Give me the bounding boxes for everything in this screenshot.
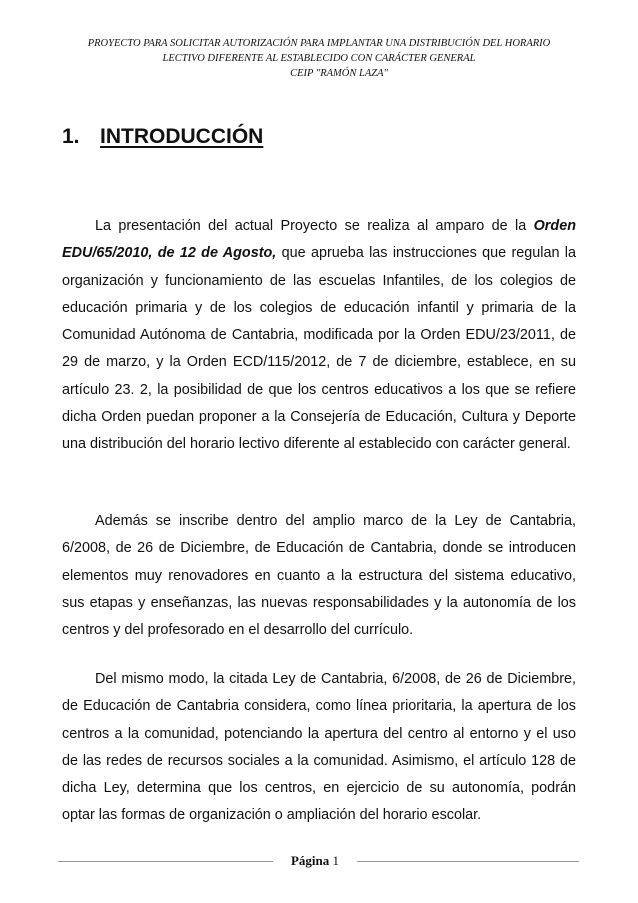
paragraph-3-text: Del mismo modo, la citada Ley de Cantabria, 6/2008, de 26 de Diciembre, de Educación de Cantabria considera, como línea prioritaria, la apertura de los centros a la comunidad, potenciando la apertura del centro al entorno y el uso de las redes de recursos sociales a la comunidad. Asimismo, el artículo 128 de dicha Ley, determina que los centros, en ejercicio de su autonomía, podrán optar las formas de organización o ampliación del horario escolar. <box>62 671 576 824</box>
section-title: INTRODUCCIÓN <box>100 125 264 148</box>
footer-page-number: 1 <box>332 853 340 868</box>
page-header <box>40 36 598 81</box>
footer-rule-left <box>58 861 273 862</box>
paragraph-3 <box>62 666 576 830</box>
paragraph-1 <box>62 213 576 459</box>
header-line-2: LECTIVO DIFERENTE AL ESTABLECIDO CON CARÁCTER GENERAL <box>162 53 476 64</box>
footer-page-label: Página <box>290 853 330 868</box>
header-line-3: CEIP "RAMÓN LAZA" <box>290 68 388 79</box>
paragraph-2-text: Además se inscribe dentro del amplio marco de la Ley de Cantabria, 6/2008, de 26 de Diciembre, de Educación de Cantabria, donde se introducen elementos muy renovadores en cuanto a la estructura del sistema educativo, sus etapas y enseñanzas, las nuevas responsabilidades y la autonomía de los centros y del profesorado en el desarrollo del currículo. <box>62 513 576 639</box>
footer-rule-right <box>357 861 579 862</box>
paragraph-1-rest: que aprueba las instrucciones que regulan la organización y funcionamiento de las escuelas Infantiles, de los colegios de educación primaria y de los colegios de educación infantil y primaria de la Comunidad Autónoma de Cantabria, modificada por la Orden EDU/23/2011, de 29 de marzo, y la Orden ECD/115/2012, de 7 de diciembre, establece, en su artículo 23. 2, la posibilidad de que los centros educativos a los que se refiere dicha Orden puedan proponer a la Consejería de Educación, Cultura y Deporte una distribución del horario lectivo diferente al establecido con carácter general. <box>62 245 576 453</box>
paragraph-1-legal-reference: Orden EDU/65/2010, de 12 de Agosto, <box>62 218 576 262</box>
header-line-1: PROYECTO PARA SOLICITAR AUTORIZACIÓN PARA IMPLANTAR UNA DISTRIBUCIÓN DEL HORARIO <box>87 38 551 49</box>
paragraph-2 <box>62 508 576 644</box>
section-number: 1. <box>62 125 80 148</box>
paragraph-1-intro: La presentación del actual Proyecto se realiza al amparo de la <box>95 218 534 234</box>
section-heading <box>62 124 263 150</box>
page-footer <box>273 853 357 869</box>
